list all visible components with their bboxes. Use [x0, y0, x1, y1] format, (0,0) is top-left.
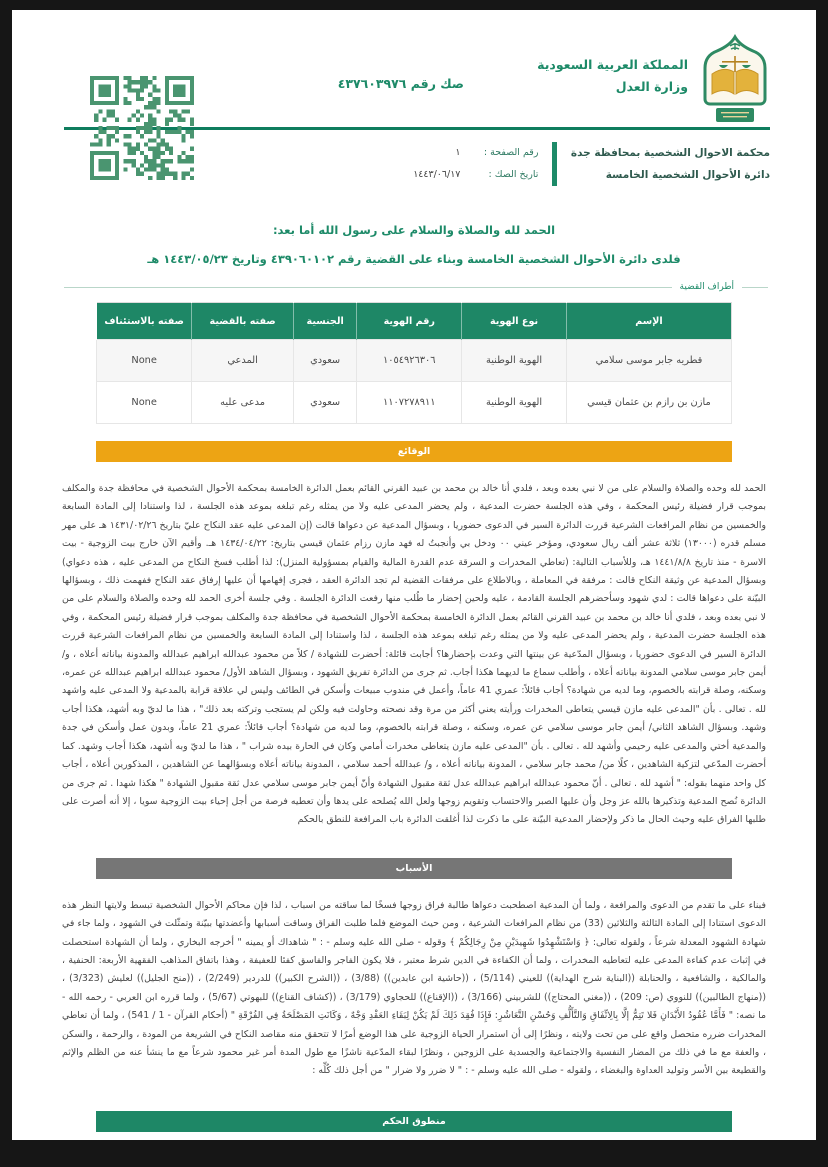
court-department: دائرة الأحوال الشخصية الخامسة: [605, 169, 770, 182]
party-case-role: مدعى عليه: [192, 382, 294, 424]
case-reference-line: فلدى دائرة الأحوال الشخصية الخامسة وبناء على القضية رقم ٤٣٩٠٦٠١٠٢ وتاريخ ١٤٤٣/٠٥/٢٣ هـ: [147, 252, 681, 266]
kingdom-name: المملكة العربية السعودية: [537, 57, 688, 72]
page-header: [12, 10, 816, 223]
ruling-section-bar: منطوق الحكم: [96, 1111, 732, 1132]
deed-date-value: ١٤٤٣/٠٦/١٧: [413, 169, 461, 181]
table-row: [97, 382, 732, 424]
deed-meta: [413, 142, 538, 186]
court-name: محكمة الاحوال الشخصية بمحافظة جدة: [570, 147, 770, 159]
deed-number: صك رقم ٤٣٧٦٠٣٩٧٦: [337, 76, 464, 91]
party-id-type: الهوية الوطنية: [462, 340, 567, 382]
facts-text: الحمد لله وحده والصلاة والسلام على من لا نبي بعده وبعد ، فلدي أنا خالد بن محمد بن عبيد القرني القائم بعمل الدائرة الخامسة بمحكمة الأحوال الشخصية في محافظة جدة والمكلف بموجب قرار فضيلة رئيس المحكمة ، وفي هذه الجلسة حضرت المدعية ، ولم يحضر المدعى عليه ولا من يمثله رغم تبلغه بموعد هذه الجلسة ، لذا واستنادا إلى المادة السابعة والخمسين من نظام المرافعات الشرعية قررت الدائرة السير في الدعوى حضوريا ، وبسؤال المدعية عن دعواها قالت (إن المدعى عليه عقد النكاح عليّ بتاريخ ١٤٣١/٠٢/٢٦ هـ على مهر مسلم قدره (١٣٠٠٠) ثلاثة عشر ألف ريال سعودي، ومؤخر عيني ٠٠ ودخل بي وأنجبتُ له فهد مازن رزام عثمان قيسي بتاريخ: ١٤٣٤/٠٤/٢٢ هـ. وأقيم الآن خارج بيت الزوجية - بيت الاسرة - منذ تاريخ ١٤٤١/٨/٨ هـ، وللأسباب التالية: (تعاطي المخدرات و السرقة عدم القدرة المالية والقيام بمسؤولية المنزل): لذا أطلب فسخ النكاح من المدعى عليه ، هذه دعواي) وبسؤال المدعية عن وثيقة النكاح قالت : مرفقة في المعاملة ، وبالاطلاع على مرفقات القضية لم تجد الدائرة العقد ، فجرى إفهامها أن عليها إرفاق عقد النكاح ففهمت ذلك ، وبسؤالها البيّنة على دعواها قالت : لدي شهود وسأحضرهم الجلسة القادمة ، عليه ولحين إحضار ما طُلب منها رفعت الدائرة الجلسة . وفي جلسة أخرى الحمد لله وحده والصلاة والسلام على من لا نبي بعده وبعد ، فلدي أنا خالد بن محمد بن عبيد القرني القائم بعمل الدائرة الخامسة بمحكمة الأحوال الشخصية في محافظة جدة والمكلف بموجب قرار فضيلة رئيس المحكمة ، وفي هذه الجلسة حضرت المدعية ، ولم يحضر المدعى عليه ولا من يمثله رغم تبلغه بموعد هذه الجلسة ، لذا واستنادا إلى المادة السابعة والخمسين من نظام المرافعات الشرعية قررت الدائرة السير في الدعوى حضوريا ، وبسؤال المدّعية عن بينتها التي وعدت بإحضارها؟ أجابت قائلة: أحضرت للشهادة / كلاً من محمود عبدالله ابراهيم عبدالله والمدونة بياناته أعلاه ، و/ أيمن جابر موسى سلامي المدونة بياناته أعلاه ، وأطلب سماع ما لديهما هكذا أجاب. ثم جرى من الدائرة تفريق الشهود ، وبسؤال الشاهد الأول/ محمود عبدالله ابراهيم عبدالله عن عمره، وسكنه، وصلة قرابته بالخصوم، وما لديه من شهادة؟ أجاب قائلاً: عمري 41 عاماً، وأعمل في مندوب مبيعات وأسكن في الطائف وليس لي علاقة قرابة بالمدعية ولا المدعى عليه واشهد لله . تعالى . بأن "المدعى عليه مازن قيسي يتعاطى المخدرات ورأيته يعني أكثر من مرة وقد نصحته وحاولت فيه ولكن لم يستجب وتركته بعد ذلك" ، هذا ما لديّ وبه أشهد، هكذا أجاب وشهد. وبسؤال الشاهد الثاني/ أيمن جابر موسى سلامي عن عمره، وسكنه ، وصلة قرابته بالخصوم، وما لديه من شهادة؟ أجاب قائلاً: عمري 21 عاماً، وبدون عمل وأسكن في جدة والمدعية أختي والمدعى عليه رحيمي وأشهد لله . تعالى . بأن "المدعى عليه مازن يتعاطى مخدرات أمامي وكان في الحارة بيده شراب " ، هذا ما لديّ وبه أشهد، هكذا أجاب وشهد. كما أحضرت المدّعي لتزكية الشاهدين ، كلًا من/ محمد جابر سلامي ، المدونة بياناته أعلاه ، و/ عبدالله أحمد سلامي ، المدونة بياناته أعلاه وبسؤالهما عن الشاهدين ، المذكورين أعلاه ، أجاب كل واحد منهما بقوله: " أشهد لله . تعالى . أنّ محمود عبدالله ابراهيم عبدالله عدل ثقة مقبول الشهادة وأنّ أيمن جابر موسى سلامي عدل ثقة مقبول الشهادة " هكذا شهدا . ثم جرى من الدائرة نُصح المدعية وتذكيرها بالله عز وجل وأن عليها الصبر والاحتساب وتقويم زوجها ولعل الله يُصلحه على يدها وأن تعطيه فرصة من أجل إحياء بيت الزوجية سويا ، إلا أنه أصرت على طلبها الفراق عليه وحيث الحال ما ذكر ولإحضار المدعية البيّنة على ما ذكرت لذا أغلقت الدائرة باب المرافعة للنطق بالحكم: [62, 483, 767, 826]
party-id-type: الهوية الوطنية: [462, 382, 567, 424]
column-header-nationality: الجنسية: [293, 303, 357, 340]
parties-section-legend: [64, 282, 768, 292]
party-appeal-role: None: [97, 382, 192, 424]
page-number-label: رقم الصفحة :: [483, 147, 539, 159]
legend-dash: [742, 287, 768, 288]
column-header-id-type: نوع الهوية: [462, 303, 567, 340]
party-appeal-role: None: [97, 340, 192, 382]
intro-block: [12, 223, 816, 266]
facts-section-bar: الوقائع: [96, 441, 732, 462]
column-header-id-number: رقم الهوية: [357, 303, 462, 340]
deed-date-label: تاريخ الصك :: [488, 169, 539, 181]
table-header-row: [97, 303, 732, 340]
court-info-separator: [552, 142, 557, 186]
column-header-name: الإسم: [566, 303, 731, 340]
table-row: [97, 340, 732, 382]
party-name: قطريه جابر موسى سلامي: [566, 340, 731, 382]
party-name: مازن بن رازم بن عثمان قيسي: [566, 382, 731, 424]
party-case-role: المدعي: [192, 340, 294, 382]
ministry-name: وزارة العدل: [615, 78, 688, 94]
court-names: [571, 142, 770, 186]
reasons-text: فبناء على ما تقدم من الدعوى والمرافعة ، ولما أن المدعية اصطحبت دعواها طالبة فراق زوجها فسخًا لما ساقته من اسباب ، لذا فإن محاكم الأحوال الشخصية تبسط ولايتها النظر هذه الدعوى استنادا إلى المادة الثالثة والثلاثين (33) من نظام المرافعات الشرعية ، ومن حيث الموضع فلما طلبت الفراق وساقت أسبابها وأعضدتها ببيّنة وتمثّلت في الشهود ، ولما جاء في شهادة الشهود المعدلة شرعاً ، ولقوله تعالى: ﴿ وَاسْتَشْهِدُوا شَهِيدَيْنِ مِنْ رِجَالِكُمْ ﴾ وقوله - صلى الله عليه وسلم - : " شاهداك أو يمينه " أخرجه البخاري ، ولما أن الشهادة استحصلت في إثبات عدم كفاءة المدعى عليه لتعاطيه المخدرات ، ولما أن الكفاءة في الدين شرط معتبر ، فلا يكون الفاجر والفاسق كفئا للعفيفة ، وهذا باتفاق المذاهب الفقهية الأربعة: الحنفية ، والمالكية ، والشافعية ، والحنابلة ((البناية شرح الهداية)) للعيني (5/114) ، ((حاشية ابن عابدين)) (3/88) ، ((الشرح الكبير)) للدردير (2/249) ، ((منح الجليل)) لعليش (3/323) ، ((منهاج الطالبين)) للنووي (ص: 209) ، ((مغني المحتاج)) للشربيني (3/166) ، ((الإقناع)) للحجاوي (3/179) ، ((كشاف القناع)) للبهوتي (5/67) ، ولما قرره ابن العربي - رحمه الله - ما نصه: " فَأَمَّا عُقُودُ الأَبْدَانِ فَلا تَتِمُّ إلَّا بِالِاتِّفَاقِ وَالتَّأَلُّفِ وَحُسْنِ التَّعَاشُرِ: فَإِذَا فُقِدَ ذَلِكَ لَمْ يَكُنْ لِبَقَاءِ العَقْدِ وَجْهٌ ، وَكَانَتِ المَصْلَحَةُ فِي الفُرْقَةِ " (أحكام القرآن - 1 / 541) ، ولما أن تعاطي المخدرات ضرره متحصل واقع على من تحت ولايته ، ونظرًا إلى أن استمرار الحياة الزوجية على هذا الوضع أمرًا لا تتحقق منه مقاصد النكاح في الشريعة من المودة ، والرحمة ، والسكن ، والعفة مع ما في ذلك من المضار النفسية والاجتماعية والجسدية على الزوجين ، ونظرًا لبقاء المدّعية ناشزًا مع طول المدة أمر غير محمود شرعاً مع ما ينشأ عنه من الظلم والإثم والقطيعة بين الأسر وتوليد العداوة والبغضاء ، ولقوله - صلى الله عليه وسلم - : " لا ضرر ولا ضرار " من أجل ذلك كُلِّه :: [62, 899, 766, 1077]
party-nationality: سعودي: [293, 340, 357, 382]
basmala-line: الحمد لله والصلاة والسلام على رسول الله أما بعد:: [272, 223, 556, 237]
legend-line: [64, 287, 672, 288]
parties-table: [96, 302, 732, 424]
party-id-number: ١٠٥٤٩٢٦٣٠٦: [357, 340, 462, 382]
reasons-section-bar: الأسباب: [96, 858, 732, 879]
qr-code: [90, 76, 194, 180]
party-nationality: سعودي: [293, 382, 357, 424]
ministry-of-justice-emblem-icon: [698, 34, 772, 128]
page-number-value: ١: [455, 147, 461, 159]
party-id-number: ١١٠٧٢٧٨٩١١: [357, 382, 462, 424]
column-header-case-role: صفته بالقضية: [192, 303, 294, 340]
ministry-title: [537, 54, 688, 98]
court-info: [413, 142, 770, 186]
deed-page: [12, 10, 816, 1140]
parties-section-title: أطراف القضية: [679, 282, 734, 292]
column-header-appeal-role: صفته بالاستئناف: [97, 303, 192, 340]
